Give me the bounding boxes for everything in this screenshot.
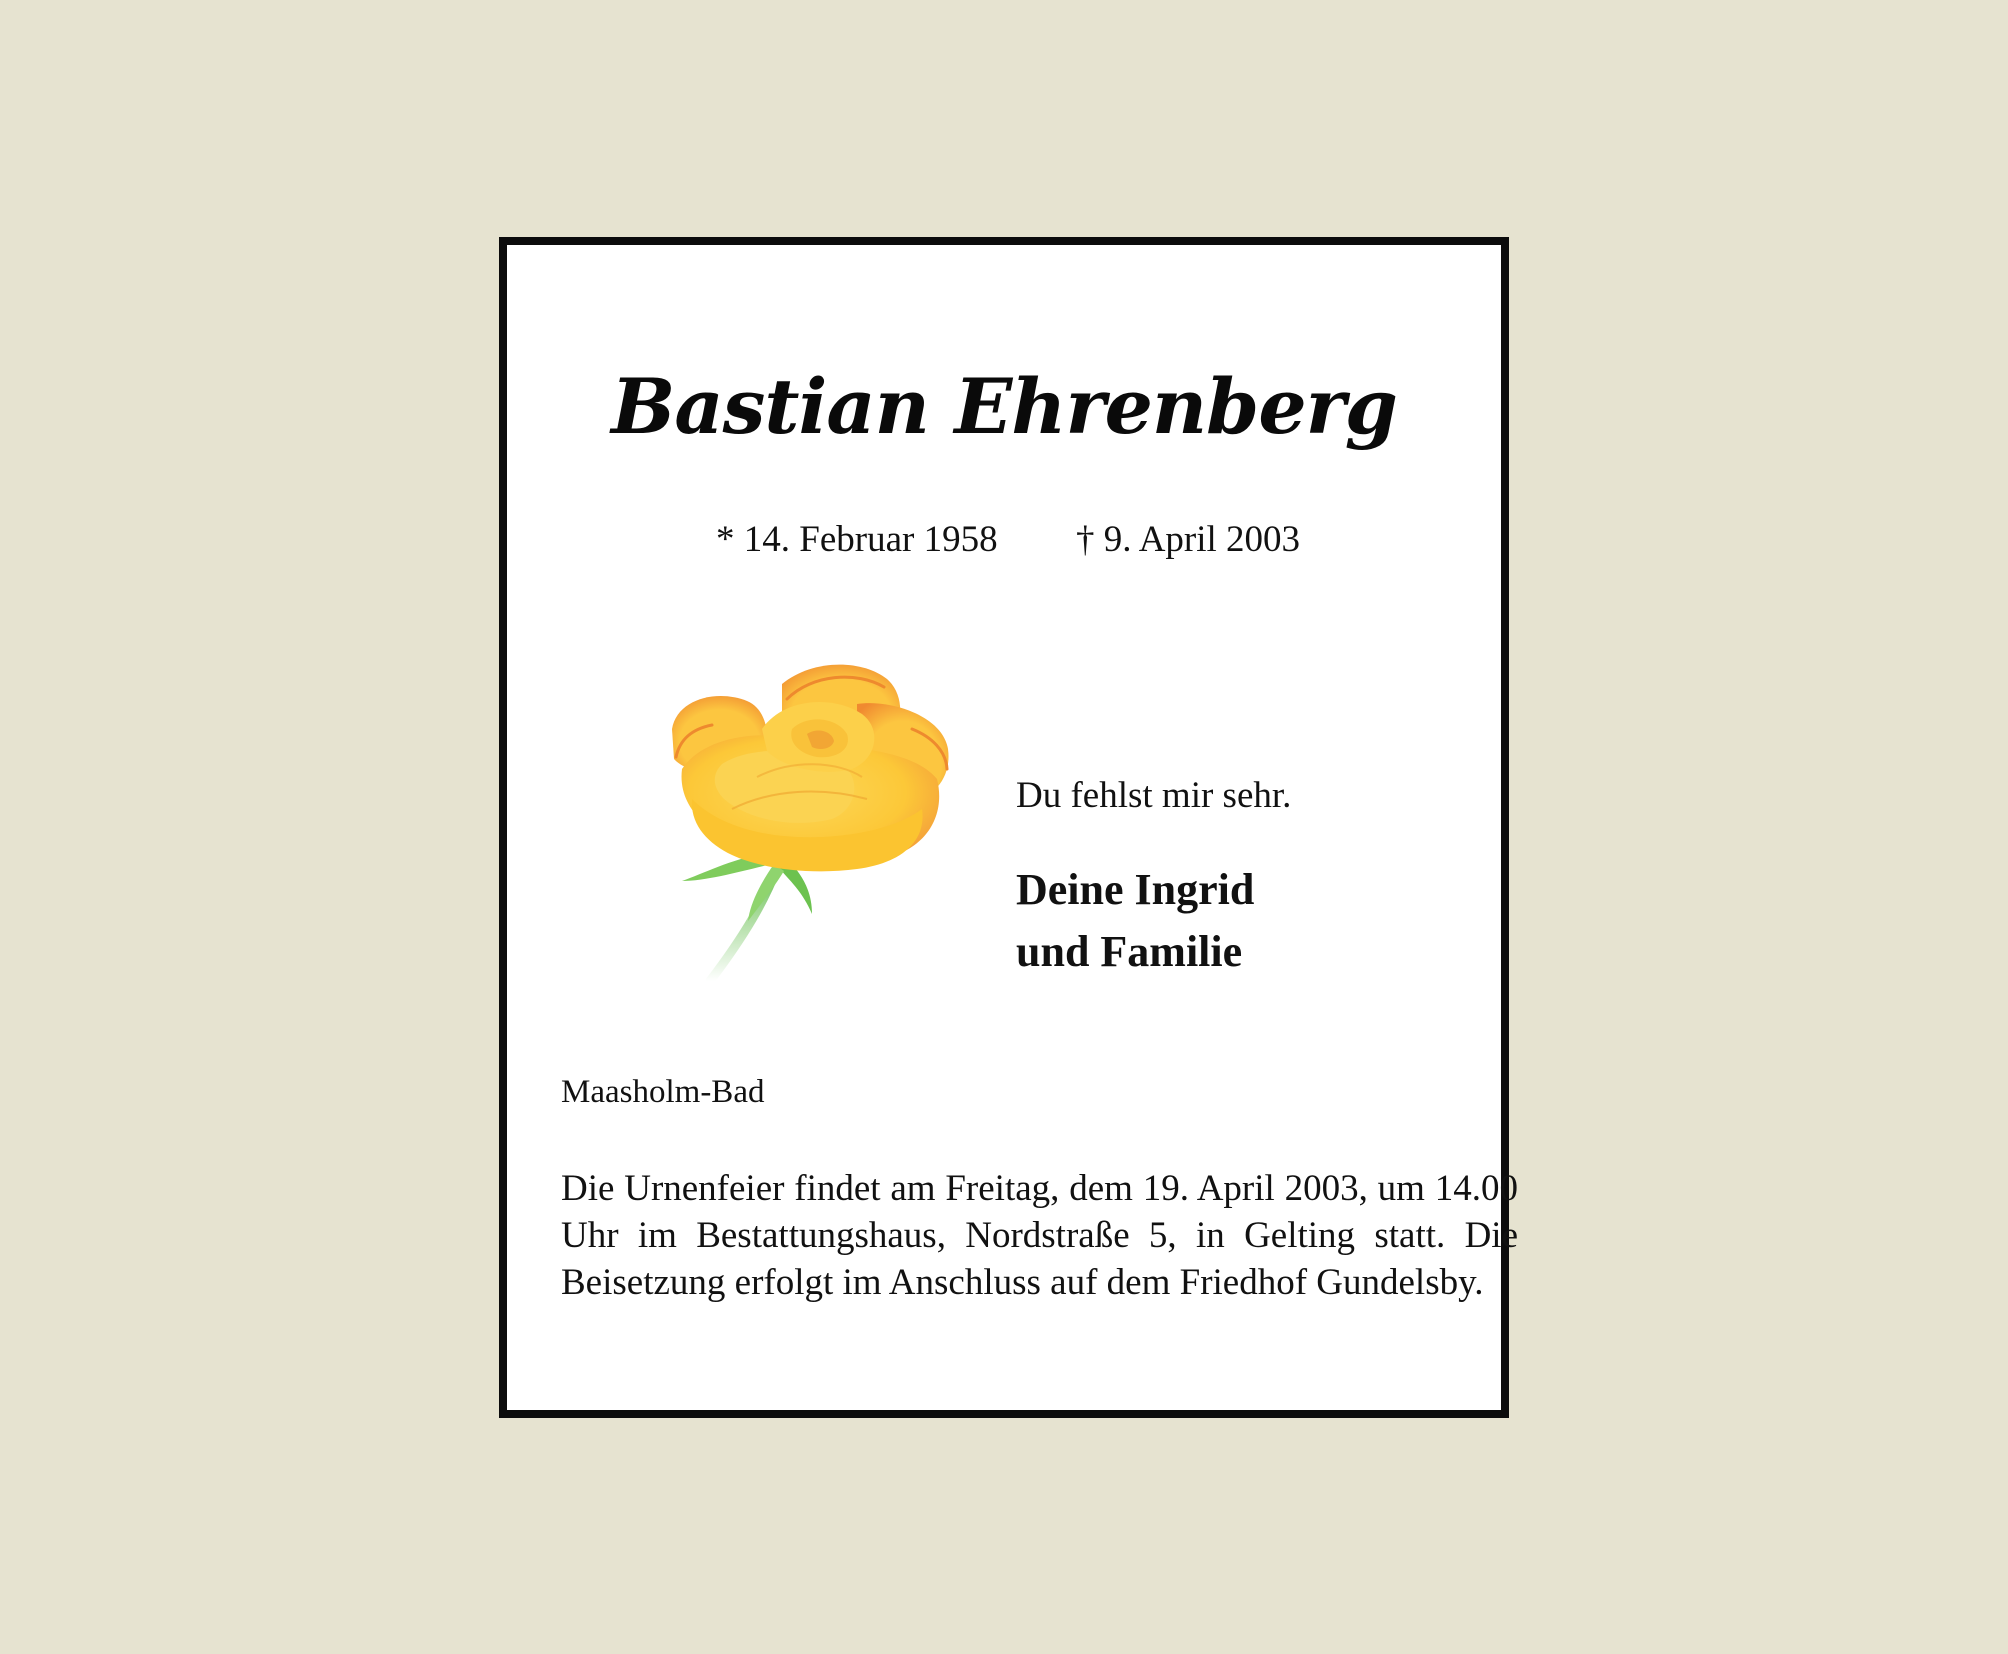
funeral-details: Die Urnenfeier findet am Freitag, dem 19. April 2003, um 14.00 Uhr im Bestattungshaus, Nordstraße 5, in Gelting statt. Die Beisetzung erfolgt im Anschluss auf dem Friedhof Gundelsby. <box>561 1168 1518 1303</box>
deceased-name: Bastian Ehrenberg <box>611 362 1397 451</box>
signature <box>1016 859 1254 983</box>
signature-line-1: Deine Ingrid <box>1016 865 1255 914</box>
yellow-rose-icon <box>662 659 962 989</box>
farewell-message: Du fehlst mir sehr. <box>1016 775 1292 816</box>
death-date: † 9. April 2003 <box>1076 519 1301 560</box>
place: Maasholm-Bad <box>561 1074 765 1110</box>
birth-date: * 14. Februar 1958 <box>716 519 998 560</box>
signature-line-2: und Familie <box>1016 927 1243 976</box>
obituary-notice <box>499 237 1518 1418</box>
